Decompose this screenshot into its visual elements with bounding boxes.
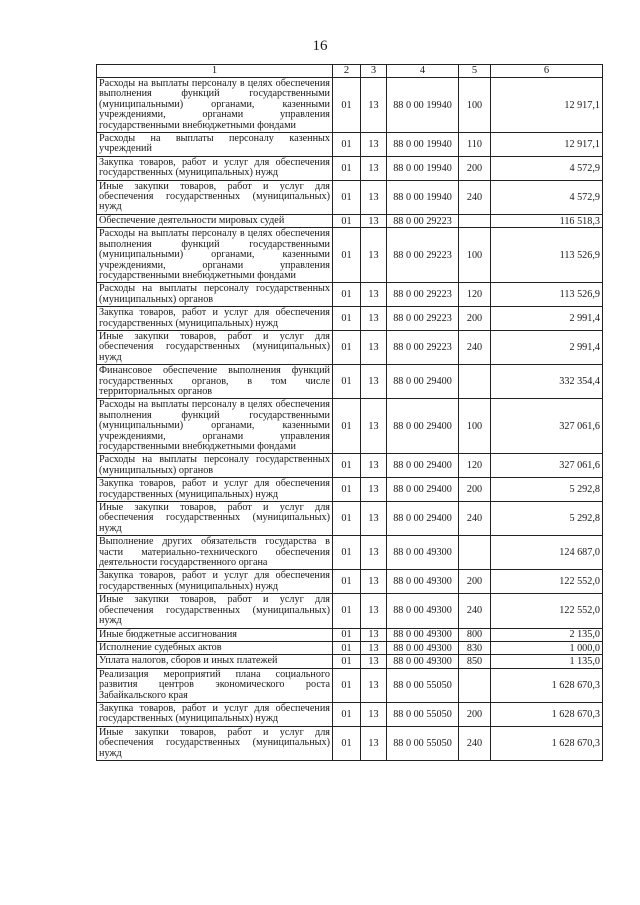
budget-table	[96, 64, 603, 761]
cell-amount: 5 292,8	[491, 478, 603, 502]
table-row	[97, 570, 603, 594]
cell-target-article: 88 0 00 49300	[387, 594, 459, 628]
cell-description: Реализация мероприятий плана социального развития центров экономического роста Забайкальского края	[97, 668, 333, 702]
cell-description: Иные закупки товаров, работ и услуг для обеспечения государственных (муниципальных) нужд	[97, 502, 333, 536]
cell-subsection: 13	[361, 478, 387, 502]
cell-description: Расходы на выплаты персоналу государственных (муниципальных) органов	[97, 454, 333, 478]
cell-amount: 1 628 670,3	[491, 668, 603, 702]
cell-section: 01	[333, 156, 361, 180]
cell-section: 01	[333, 536, 361, 570]
cell-subsection: 13	[361, 156, 387, 180]
table-row	[97, 726, 603, 760]
cell-target-article: 88 0 00 19940	[387, 180, 459, 214]
cell-subsection: 13	[361, 78, 387, 133]
cell-description: Закупка товаров, работ и услуг для обеспечения государственных (муниципальных) нужд	[97, 702, 333, 726]
cell-section: 01	[333, 502, 361, 536]
cell-section: 01	[333, 454, 361, 478]
cell-amount: 122 552,0	[491, 570, 603, 594]
table-row	[97, 180, 603, 214]
cell-expense-type: 100	[459, 78, 491, 133]
cell-amount: 12 917,1	[491, 78, 603, 133]
cell-expense-type	[459, 214, 491, 227]
cell-subsection: 13	[361, 214, 387, 227]
header-col-4: 4	[387, 65, 459, 78]
cell-subsection: 13	[361, 228, 387, 283]
cell-expense-type: 200	[459, 156, 491, 180]
cell-expense-type: 110	[459, 133, 491, 157]
cell-expense-type: 850	[459, 655, 491, 668]
table-body	[97, 78, 603, 761]
cell-description: Закупка товаров, работ и услуг для обеспечения государственных (муниципальных) нужд	[97, 307, 333, 331]
cell-description: Финансовое обеспечение выполнения функций государственных органов, в том числе территориальных органов	[97, 365, 333, 399]
cell-expense-type: 200	[459, 478, 491, 502]
cell-description: Иные бюджетные ассигнования	[97, 628, 333, 641]
cell-expense-type: 240	[459, 594, 491, 628]
cell-expense-type: 200	[459, 570, 491, 594]
cell-description: Иные закупки товаров, работ и услуг для обеспечения государственных (муниципальных) нужд	[97, 726, 333, 760]
table-row	[97, 399, 603, 454]
cell-subsection: 13	[361, 594, 387, 628]
cell-section: 01	[333, 702, 361, 726]
cell-target-article: 88 0 00 55050	[387, 668, 459, 702]
cell-expense-type	[459, 536, 491, 570]
cell-amount: 332 354,4	[491, 365, 603, 399]
cell-target-article: 88 0 00 55050	[387, 702, 459, 726]
table-row	[97, 330, 603, 364]
cell-subsection: 13	[361, 536, 387, 570]
table-row	[97, 655, 603, 668]
cell-expense-type: 240	[459, 726, 491, 760]
cell-amount: 327 061,6	[491, 399, 603, 454]
cell-subsection: 13	[361, 702, 387, 726]
table-header-row	[97, 65, 603, 78]
cell-description: Закупка товаров, работ и услуг для обеспечения государственных (муниципальных) нужд	[97, 156, 333, 180]
cell-section: 01	[333, 133, 361, 157]
cell-target-article: 88 0 00 29223	[387, 307, 459, 331]
cell-subsection: 13	[361, 726, 387, 760]
cell-amount: 1 628 670,3	[491, 702, 603, 726]
table-row	[97, 641, 603, 654]
table-row	[97, 594, 603, 628]
cell-section: 01	[333, 655, 361, 668]
cell-description: Закупка товаров, работ и услуг для обеспечения государственных (муниципальных) нужд	[97, 478, 333, 502]
cell-description: Закупка товаров, работ и услуг для обеспечения государственных (муниципальных) нужд	[97, 570, 333, 594]
cell-subsection: 13	[361, 454, 387, 478]
cell-target-article: 88 0 00 29400	[387, 454, 459, 478]
cell-section: 01	[333, 228, 361, 283]
cell-description: Расходы на выплаты персоналу в целях обеспечения выполнения функций государственными (муниципальными) органами, казенными учреждениями, органами управления государственными внебюджетными фондами	[97, 78, 333, 133]
cell-expense-type	[459, 668, 491, 702]
cell-subsection: 13	[361, 283, 387, 307]
cell-amount: 2 991,4	[491, 330, 603, 364]
cell-amount: 1 000,0	[491, 641, 603, 654]
cell-amount: 124 687,0	[491, 536, 603, 570]
table-row	[97, 214, 603, 227]
cell-amount: 116 518,3	[491, 214, 603, 227]
cell-section: 01	[333, 78, 361, 133]
cell-target-article: 88 0 00 19940	[387, 133, 459, 157]
cell-section: 01	[333, 307, 361, 331]
header-col-3: 3	[361, 65, 387, 78]
cell-expense-type: 120	[459, 283, 491, 307]
cell-amount: 1 135,0	[491, 655, 603, 668]
cell-subsection: 13	[361, 655, 387, 668]
table-row	[97, 156, 603, 180]
cell-amount: 5 292,8	[491, 502, 603, 536]
cell-expense-type: 240	[459, 502, 491, 536]
cell-target-article: 88 0 00 55050	[387, 726, 459, 760]
cell-amount: 4 572,9	[491, 180, 603, 214]
table-row	[97, 307, 603, 331]
cell-description: Расходы на выплаты персоналу в целях обеспечения выполнения функций государственными (муниципальными) органами, казенными учреждениями, органами управления государственными внебюджетными фондами	[97, 399, 333, 454]
cell-description: Расходы на выплаты персоналу в целях обеспечения выполнения функций государственными (муниципальными) органами, казенными учреждениями, органами управления государственными внебюджетными фондами	[97, 228, 333, 283]
cell-target-article: 88 0 00 49300	[387, 628, 459, 641]
cell-target-article: 88 0 00 29400	[387, 399, 459, 454]
cell-expense-type: 200	[459, 307, 491, 331]
cell-amount: 113 526,9	[491, 283, 603, 307]
cell-section: 01	[333, 641, 361, 654]
cell-subsection: 13	[361, 641, 387, 654]
cell-description: Иные закупки товаров, работ и услуг для обеспечения государственных (муниципальных) нужд	[97, 594, 333, 628]
cell-target-article: 88 0 00 29223	[387, 283, 459, 307]
cell-target-article: 88 0 00 49300	[387, 655, 459, 668]
cell-expense-type: 240	[459, 330, 491, 364]
cell-expense-type: 100	[459, 399, 491, 454]
table-row	[97, 133, 603, 157]
header-col-5: 5	[459, 65, 491, 78]
cell-target-article: 88 0 00 49300	[387, 536, 459, 570]
cell-section: 01	[333, 668, 361, 702]
cell-target-article: 88 0 00 29400	[387, 502, 459, 536]
cell-amount: 2 991,4	[491, 307, 603, 331]
header-col-6: 6	[491, 65, 603, 78]
cell-expense-type: 240	[459, 180, 491, 214]
cell-subsection: 13	[361, 399, 387, 454]
table-row	[97, 78, 603, 133]
cell-section: 01	[333, 283, 361, 307]
cell-amount: 4 572,9	[491, 156, 603, 180]
cell-target-article: 88 0 00 29400	[387, 365, 459, 399]
cell-section: 01	[333, 180, 361, 214]
table-row	[97, 502, 603, 536]
cell-expense-type: 800	[459, 628, 491, 641]
header-col-1: 1	[97, 65, 333, 78]
cell-section: 01	[333, 365, 361, 399]
cell-subsection: 13	[361, 668, 387, 702]
cell-target-article: 88 0 00 49300	[387, 570, 459, 594]
table-row	[97, 478, 603, 502]
table-row	[97, 365, 603, 399]
cell-target-article: 88 0 00 29223	[387, 228, 459, 283]
cell-subsection: 13	[361, 365, 387, 399]
cell-subsection: 13	[361, 180, 387, 214]
cell-expense-type: 200	[459, 702, 491, 726]
cell-amount: 327 061,6	[491, 454, 603, 478]
cell-amount: 113 526,9	[491, 228, 603, 283]
cell-section: 01	[333, 570, 361, 594]
cell-subsection: 13	[361, 133, 387, 157]
page-number: 16	[312, 38, 328, 54]
cell-description: Расходы на выплаты персоналу казенных учреждений	[97, 133, 333, 157]
cell-amount: 12 917,1	[491, 133, 603, 157]
table-row	[97, 536, 603, 570]
table-row	[97, 228, 603, 283]
cell-section: 01	[333, 726, 361, 760]
cell-section: 01	[333, 214, 361, 227]
cell-subsection: 13	[361, 502, 387, 536]
table-row	[97, 668, 603, 702]
table-row	[97, 702, 603, 726]
cell-target-article: 88 0 00 29223	[387, 330, 459, 364]
cell-amount: 122 552,0	[491, 594, 603, 628]
table-row	[97, 628, 603, 641]
cell-expense-type: 100	[459, 228, 491, 283]
cell-amount: 1 628 670,3	[491, 726, 603, 760]
cell-subsection: 13	[361, 570, 387, 594]
cell-subsection: 13	[361, 307, 387, 331]
cell-target-article: 88 0 00 49300	[387, 641, 459, 654]
cell-expense-type: 120	[459, 454, 491, 478]
cell-description: Исполнение судебных актов	[97, 641, 333, 654]
cell-target-article: 88 0 00 19940	[387, 78, 459, 133]
cell-description: Обеспечение деятельности мировых судей	[97, 214, 333, 227]
cell-description: Иные закупки товаров, работ и услуг для обеспечения государственных (муниципальных) нужд	[97, 330, 333, 364]
table-row	[97, 283, 603, 307]
budget-table-container	[96, 64, 602, 761]
cell-expense-type: 830	[459, 641, 491, 654]
cell-description: Уплата налогов, сборов и иных платежей	[97, 655, 333, 668]
cell-subsection: 13	[361, 330, 387, 364]
cell-expense-type	[459, 365, 491, 399]
cell-description: Выполнение других обязательств государства в части материально-технического обеспечения деятельности государственного органа	[97, 536, 333, 570]
cell-section: 01	[333, 594, 361, 628]
cell-section: 01	[333, 330, 361, 364]
cell-description: Иные закупки товаров, работ и услуг для обеспечения государственных (муниципальных) нужд	[97, 180, 333, 214]
table-row	[97, 454, 603, 478]
cell-target-article: 88 0 00 29400	[387, 478, 459, 502]
cell-description: Расходы на выплаты персоналу государственных (муниципальных) органов	[97, 283, 333, 307]
cell-amount: 2 135,0	[491, 628, 603, 641]
header-col-2: 2	[333, 65, 361, 78]
cell-section: 01	[333, 478, 361, 502]
cell-target-article: 88 0 00 29223	[387, 214, 459, 227]
cell-section: 01	[333, 628, 361, 641]
cell-section: 01	[333, 399, 361, 454]
cell-target-article: 88 0 00 19940	[387, 156, 459, 180]
cell-subsection: 13	[361, 628, 387, 641]
